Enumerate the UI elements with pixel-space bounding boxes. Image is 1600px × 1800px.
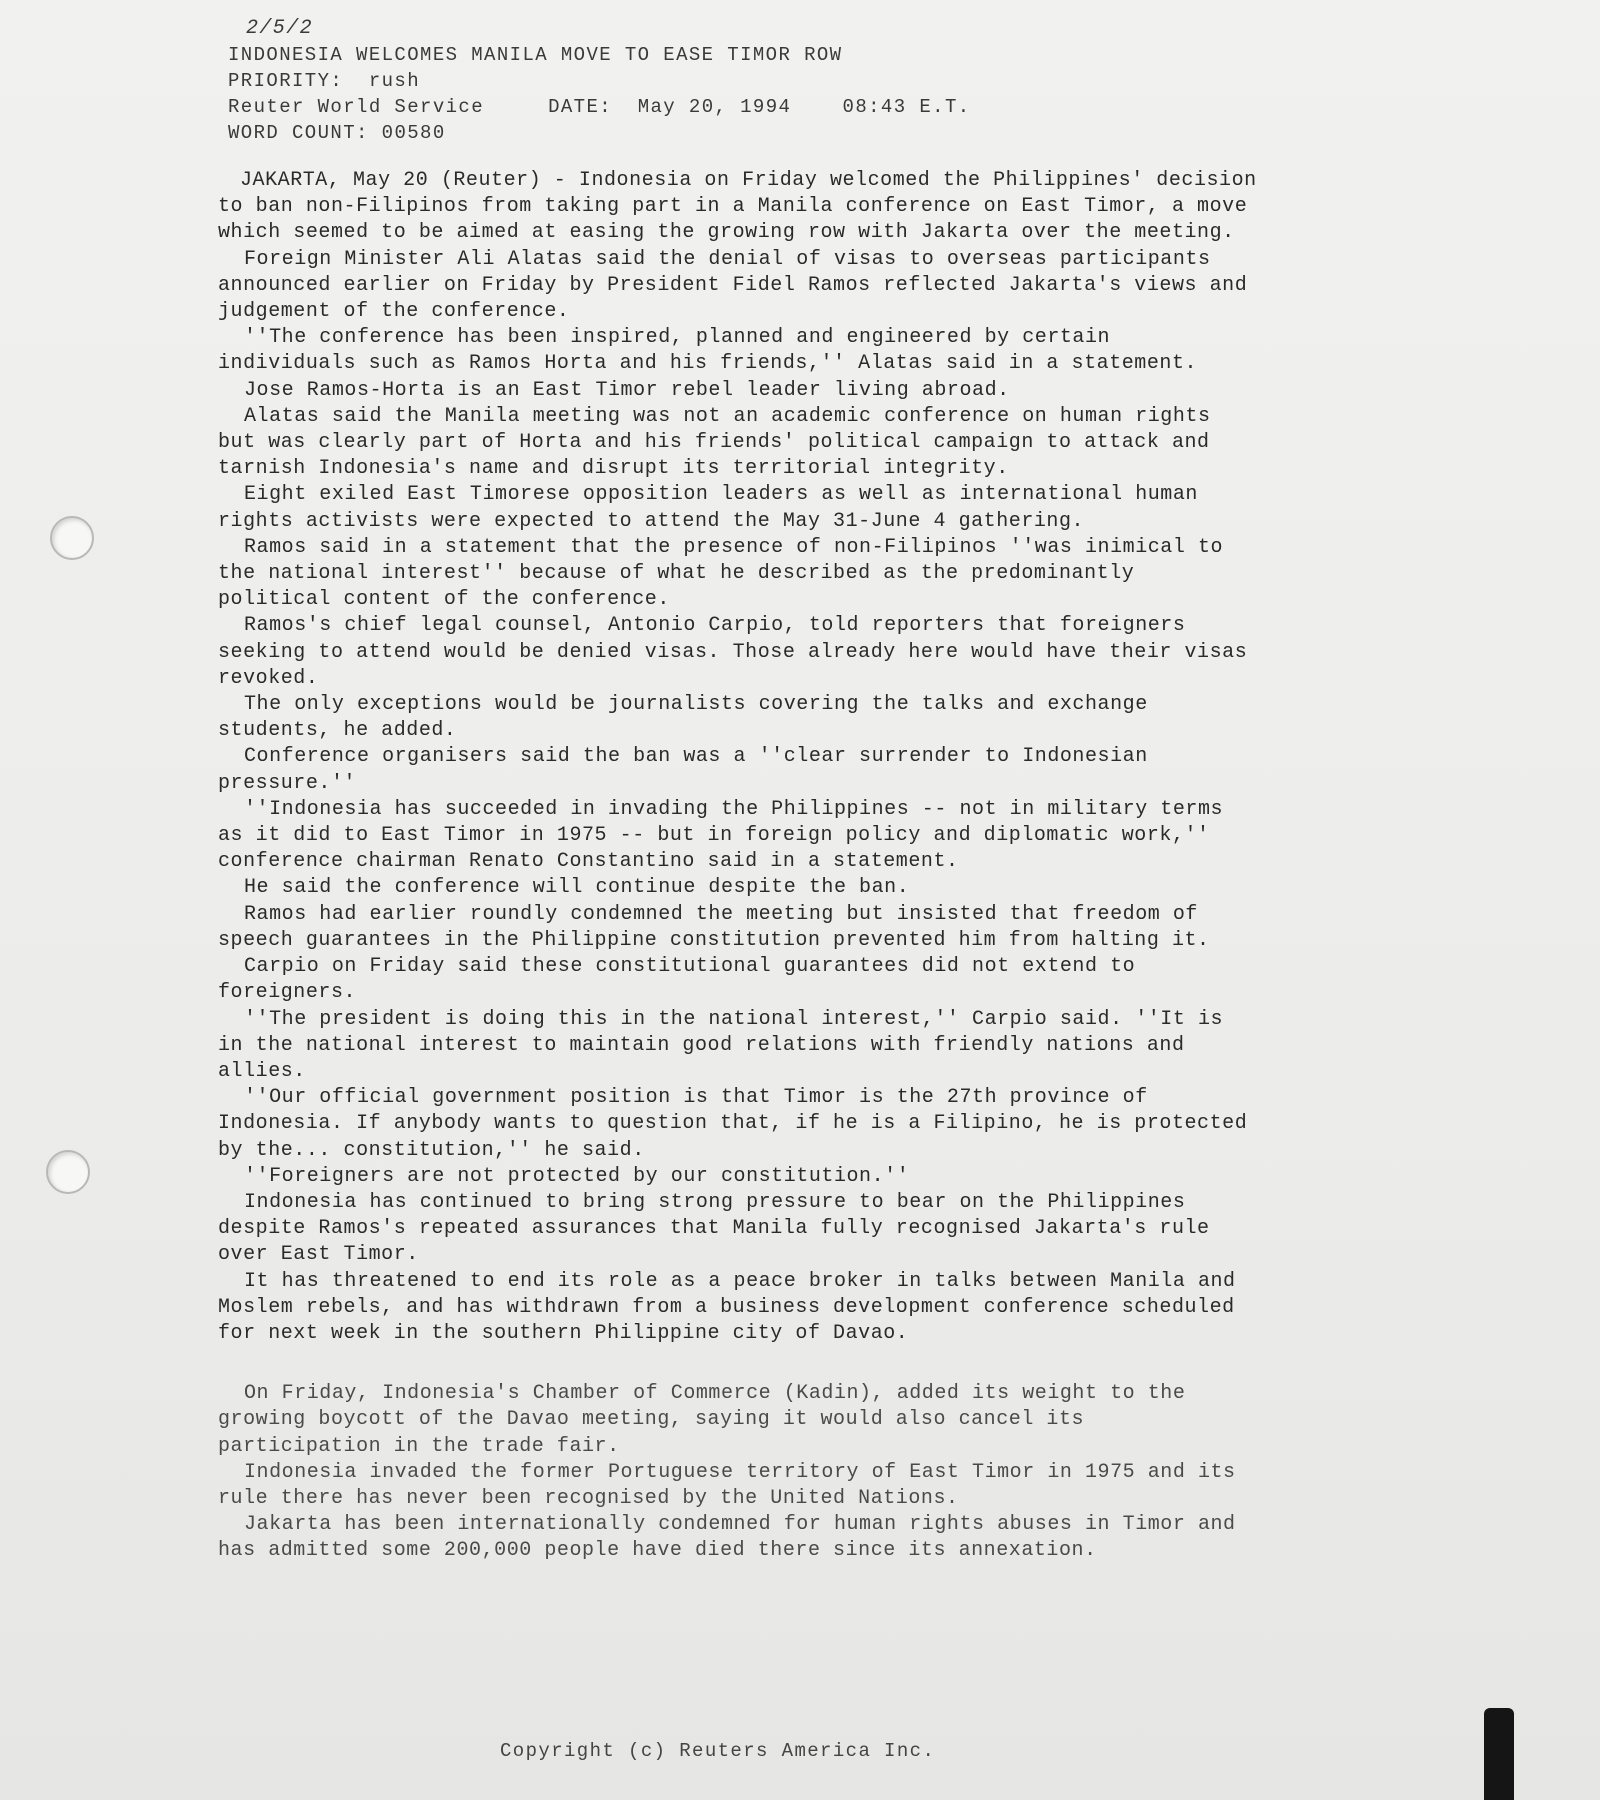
- word-count-value: 00580: [381, 122, 446, 144]
- paragraph: On Friday, Indonesia's Chamber of Commerce (Kadin), added its weight to the growing boycott of the Davao meeting, saying it would also cancel its participation in the trade fair.: [218, 1382, 1186, 1458]
- priority-value: rush: [368, 70, 421, 92]
- paragraph: It has threatened to end its role as a peace broker in talks between Manila and Moslem rebels, and has withdrawn from a business development conference scheduled for next week in the southern Philippine city of Davao.: [218, 1269, 1236, 1345]
- paragraph: Eight exiled East Timorese opposition leaders as well as international human rights activists were expected to attend the May 31-June 4 gathering.: [218, 483, 1198, 533]
- service-line: [228, 94, 1328, 120]
- service-name: Reuter World Service: [228, 96, 485, 118]
- paragraph: Carpio on Friday said these constitutional guarantees did not extend to foreigners.: [218, 955, 1136, 1005]
- paragraph: JAKARTA, May 20 (Reuter) - Indonesia on Friday welcomed the Philippines' decision to ban non-Filipinos from taking part in a Manila conference on East Timor, a move which seemed to be aimed at easing the growing row with Jakarta over the meeting.: [218, 169, 1257, 245]
- paragraph: He said the conference will continue despite the ban.: [244, 876, 910, 900]
- punch-hole-bottom: [46, 1150, 90, 1194]
- paragraph: ''The conference has been inspired, planned and engineered by certain individuals such as Ramos Horta and his friends,'' Alatas said in a statement.: [218, 326, 1198, 376]
- date-value: May 20, 1994: [637, 96, 792, 118]
- paragraph: The only exceptions would be journalists covering the talks and exchange students, he added.: [218, 693, 1148, 743]
- punch-hole-top: [50, 516, 94, 560]
- word-count-label: WORD COUNT:: [228, 122, 369, 144]
- paragraph: Ramos said in a statement that the presence of non-Filipinos ''was inimical to the national interest'' because of what he described as the predominantly political content of the conference.: [218, 535, 1224, 612]
- paragraph: Ramos's chief legal counsel, Antonio Carpio, told reporters that foreigners seeking to attend would be denied visas. Those already here would have their visas revoked.: [218, 614, 1248, 690]
- copyright-notice: Copyright (c) Reuters America Inc.: [500, 1740, 936, 1762]
- paragraph: Jose Ramos-Horta is an East Timor rebel leader living abroad.: [244, 378, 1010, 402]
- page-number: 2/5/2: [246, 17, 314, 40]
- paragraph: Indonesia invaded the former Portuguese territory of East Timor in 1975 and its rule there has never been recognised by the United Nations.: [218, 1460, 1236, 1510]
- paragraph: Alatas said the Manila meeting was not an academic conference on human rights but was clearly part of Horta and his friends' political campaign to attack and tarnish Indonesia's name and disrupt its territorial integrity.: [218, 404, 1211, 481]
- wire-header: [228, 16, 1328, 146]
- date-label: DATE:: [548, 96, 613, 118]
- paragraph: ''Indonesia has succeeded in invading the Philippines -- not in military terms as it did to East Timor in 1975 -- but in foreign policy and diplomatic work,'' conference chairman Renato Constantino said in a statement.: [218, 797, 1224, 874]
- time-value: 08:43 E.T.: [842, 96, 971, 118]
- priority-line: [228, 68, 1328, 94]
- paragraph: Conference organisers said the ban was a ''clear surrender to Indonesian pressure.'': [218, 745, 1148, 795]
- paragraph: ''The president is doing this in the national interest,'' Carpio said. ''It is in the national interest to maintain good relations with friendly nations and allies.: [218, 1007, 1224, 1083]
- priority-label: PRIORITY:: [228, 70, 344, 92]
- paragraph: Jakarta has been internationally condemned for human rights abuses in Timor and has admitted some 200,000 people have died there since its annexation.: [218, 1513, 1236, 1563]
- paragraph: Indonesia has continued to bring strong pressure to bear on the Philippines despite Ramos's repeated assurances that Manila fully recognised Jakarta's rule over East Timor.: [218, 1190, 1210, 1267]
- binder-clip-mark: [1484, 1708, 1514, 1800]
- paragraph: Ramos had earlier roundly condemned the meeting but insisted that freedom of speech guarantees in the Philippine constitution prevented him from halting it.: [218, 902, 1210, 952]
- paragraph: ''Our official government position is that Timor is the 27th province of Indonesia. If anybody wants to question that, if he is a Filipino, he is protected by the... constitution,'' he said.: [218, 1086, 1248, 1162]
- story-body: [218, 168, 1258, 1565]
- paragraph: ''Foreigners are not protected by our constitution.'': [244, 1164, 910, 1188]
- word-count-line: [228, 120, 1328, 146]
- paragraph: Foreign Minister Ali Alatas said the denial of visas to overseas participants announced earlier on Friday by President Fidel Ramos reflected Jakarta's views and judgement of the conference.: [218, 247, 1248, 324]
- headline: INDONESIA WELCOMES MANILA MOVE TO EASE TIMOR ROW: [228, 44, 843, 66]
